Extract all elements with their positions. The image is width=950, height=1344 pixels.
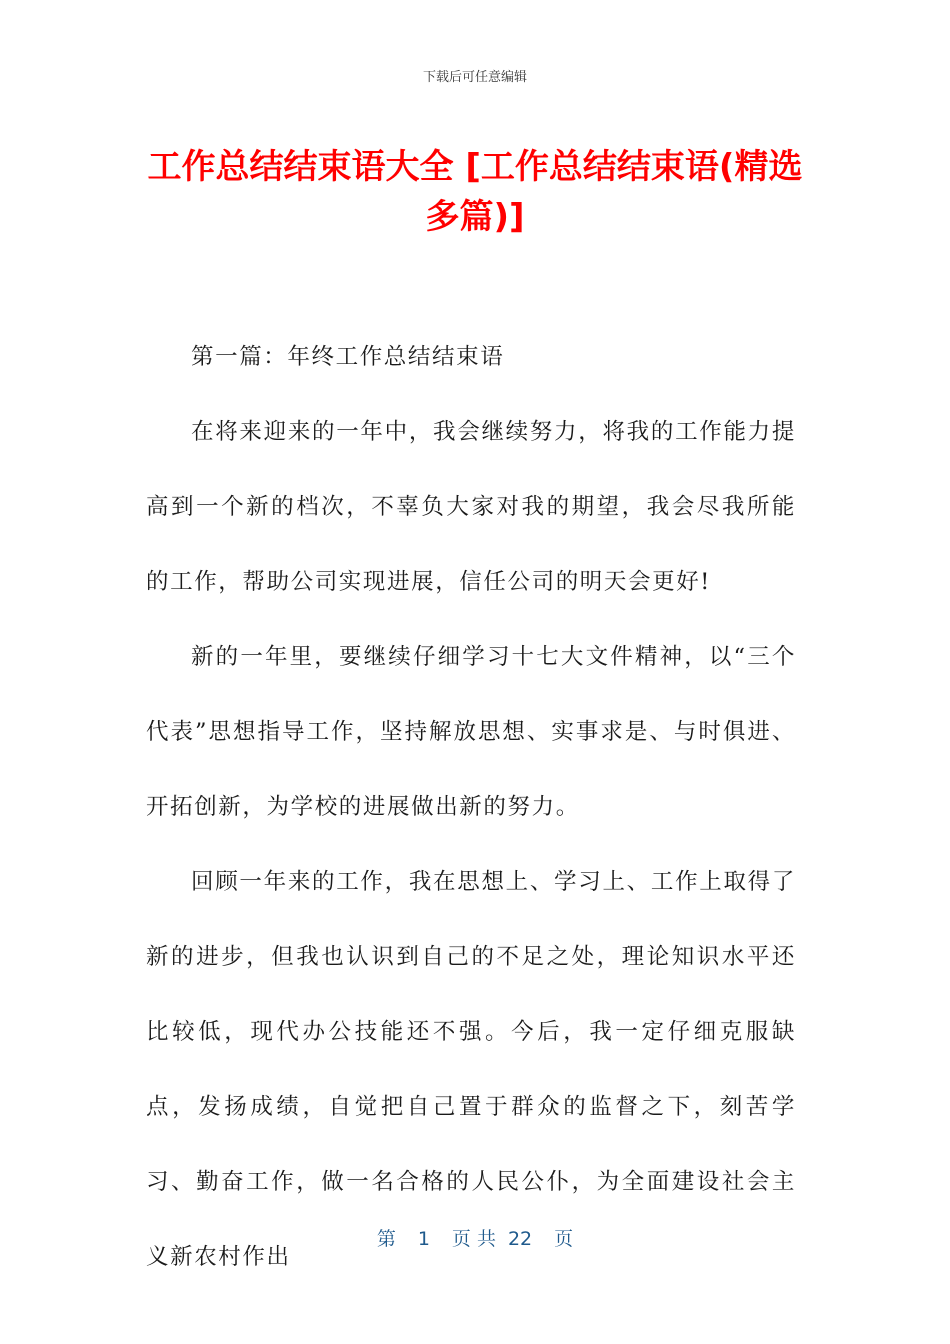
paragraph: 新的一年里，要继续仔细学习十七大文件精神，以“三个代表”思想指导工作，坚持解放思想、实事求是、与时俱进、开拓创新，为学校的进展做出新的努力。 — [146, 644, 796, 820]
document-body — [146, 320, 796, 1295]
paragraph: 在将来迎来的一年中，我会继续努力，将我的工作能力提高到一个新的档次，不辜负大家对我的期望，我会尽我所能的工作，帮助公司实现进展，信任公司的明天会更好! — [146, 419, 796, 595]
footer-page-suffix: 页 — [554, 1228, 574, 1250]
page-footer — [0, 1224, 950, 1251]
document-title: 工作总结结束语大全 [工作总结结束语(精选多篇)] — [147, 147, 803, 237]
footer-page-number: 1 — [417, 1228, 430, 1250]
footer-total-pages: 22 — [507, 1228, 533, 1250]
paragraph: 回顾一年来的工作，我在思想上、学习上、工作上取得了新的进步，但我也认识到自己的不足之处，理论知识水平还比较低，现代办公技能还不强。今后，我一定仔细克服缺点，发扬成绩，自觉把自己置于群众的监督之下，刻苦学习、勤奋工作，做一名合格的人民公仆，为全面建设社会主义新农村作出 — [146, 869, 796, 1270]
header-note: 下载后可任意编辑 — [422, 70, 527, 85]
footer-page-prefix: 第 — [376, 1228, 396, 1250]
footer-page-middle: 页 共 — [451, 1228, 496, 1250]
section-heading: 第一篇：年终工作总结结束语 — [191, 344, 505, 370]
